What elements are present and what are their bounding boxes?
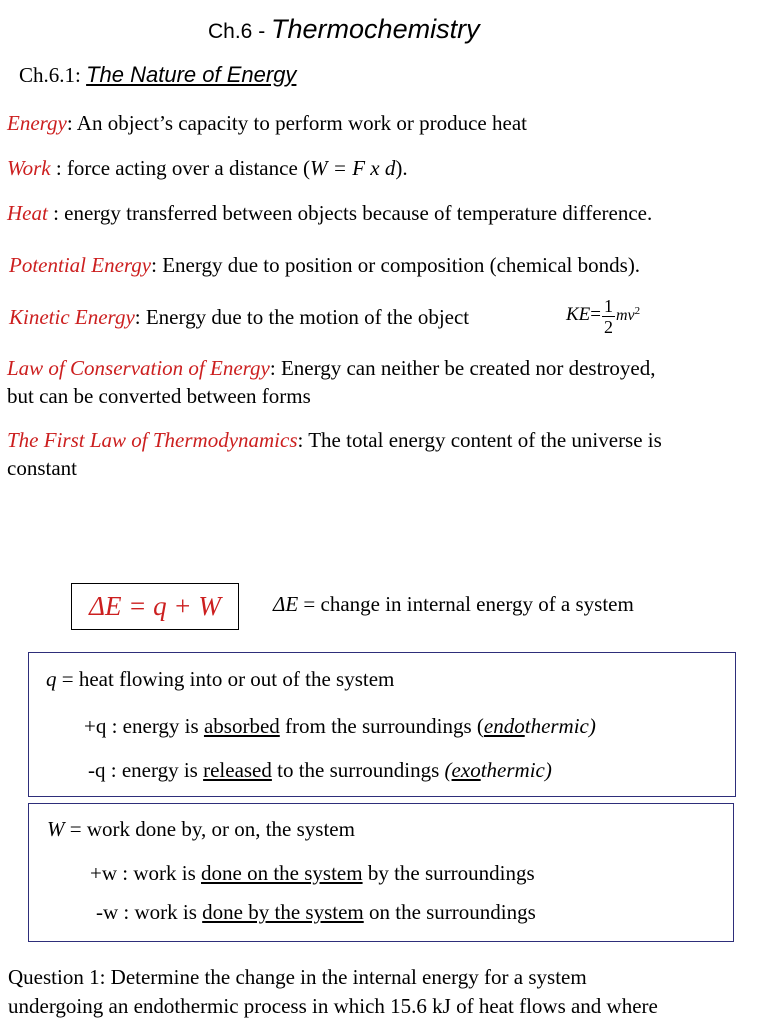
term-energy: Energy: [7, 111, 67, 135]
q-negative-paren-rest: thermic): [480, 758, 552, 782]
term-work: Work: [7, 156, 51, 180]
term-kinetic-energy: Kinetic Energy: [9, 305, 135, 329]
formula-equals: =: [590, 304, 601, 326]
term-potential-energy: Potential Energy: [9, 253, 152, 277]
definition-first-law-line1: : The total energy content of the universe is: [297, 428, 662, 452]
term-conservation: Law of Conservation of Energy: [7, 356, 270, 380]
page-title: [208, 14, 480, 45]
w-positive-prefix: +w : work is: [90, 861, 202, 885]
definition-heat: [7, 201, 652, 226]
q-definition: [46, 667, 394, 692]
q-negative-paren-open: (: [444, 758, 452, 782]
definition-first-law-line2: constant: [7, 456, 77, 480]
q-negative-keyword: released: [203, 758, 272, 782]
w-positive-keyword: done on the system: [201, 861, 363, 885]
question-line-1: Question 1: Determine the change in the internal energy for a system: [8, 965, 587, 989]
definition-heat-text: : energy transferred between objects because of temperature difference.: [47, 201, 653, 225]
kinetic-energy-formula: [566, 296, 640, 337]
w-negative-rest: on the surroundings: [363, 900, 536, 924]
definition-potential-text: : Energy due to position or composition (chemical bonds).: [151, 253, 641, 277]
q-negative-paren-keyword: exo: [451, 758, 481, 782]
definition-conservation: [7, 356, 656, 381]
w-definition: [47, 817, 355, 842]
q-positive-prefix: +q : energy is: [84, 714, 204, 738]
definition-conservation-line1: : Energy can neither be created nor destroyed,: [269, 356, 656, 380]
equation-description-text: = change in internal energy of a system: [298, 592, 634, 616]
formula-lhs: KE: [566, 304, 591, 326]
q-negative: [88, 758, 552, 783]
q-negative-prefix: -q : energy is: [88, 758, 204, 782]
q-positive-middle: from the surroundings (: [279, 714, 484, 738]
q-negative-middle: to the surroundings: [271, 758, 445, 782]
definition-work: [7, 156, 408, 181]
w-negative: [96, 900, 536, 925]
definition-work-text-a: : force acting over a distance (: [50, 156, 311, 180]
w-symbol: W: [47, 817, 65, 841]
section-heading: [19, 62, 296, 88]
term-first-law: The First Law of Thermodynamics: [7, 428, 298, 452]
definition-first-law: [7, 428, 662, 453]
w-negative-keyword: done by the system: [202, 900, 364, 924]
q-positive: [84, 714, 596, 739]
q-positive-paren-keyword: endo: [483, 714, 525, 738]
section-prefix: Ch.6.1:: [19, 63, 87, 87]
question-line-2: undergoing an endothermic process in which 15.6 kJ of heat flows and where: [8, 994, 658, 1018]
definition-kinetic-energy: [9, 305, 469, 330]
definition-energy-text: : An object’s capacity to perform work or produce heat: [66, 111, 527, 135]
equation-description-symbol: ΔE: [273, 592, 299, 616]
definition-potential-energy: [9, 253, 640, 278]
q-symbol: q: [46, 667, 57, 691]
formula-fraction: [602, 296, 615, 337]
fraction-denominator: 2: [604, 317, 613, 337]
q-positive-paren-rest: thermic): [524, 714, 596, 738]
w-definition-text: = work done by, or on, the system: [64, 817, 355, 841]
internal-energy-equation: ΔE = q + W: [71, 583, 239, 630]
section-title: The Nature of Energy: [86, 62, 297, 87]
title-prefix: Ch.6 -: [208, 20, 272, 43]
fraction-numerator: 1: [604, 296, 613, 316]
w-negative-prefix: -w : work is: [96, 900, 203, 924]
definition-conservation-line2: but can be converted between forms: [7, 384, 311, 408]
q-definition-text: = heat flowing into or out of the system: [56, 667, 395, 691]
equation-description: [273, 592, 634, 617]
definition-kinetic-text: : Energy due to the motion of the object: [134, 305, 470, 329]
w-positive-rest: by the surroundings: [362, 861, 535, 885]
formula-rhs: mv: [616, 307, 635, 325]
work-equation: W = F x d: [310, 156, 396, 180]
term-heat: Heat: [7, 201, 48, 225]
w-positive: [90, 861, 535, 886]
title-main: Thermochemistry: [271, 14, 480, 44]
definition-work-text-b: ).: [395, 156, 408, 180]
q-positive-keyword: absorbed: [203, 714, 280, 738]
formula-exponent: 2: [634, 304, 641, 317]
definition-energy: [7, 111, 527, 136]
